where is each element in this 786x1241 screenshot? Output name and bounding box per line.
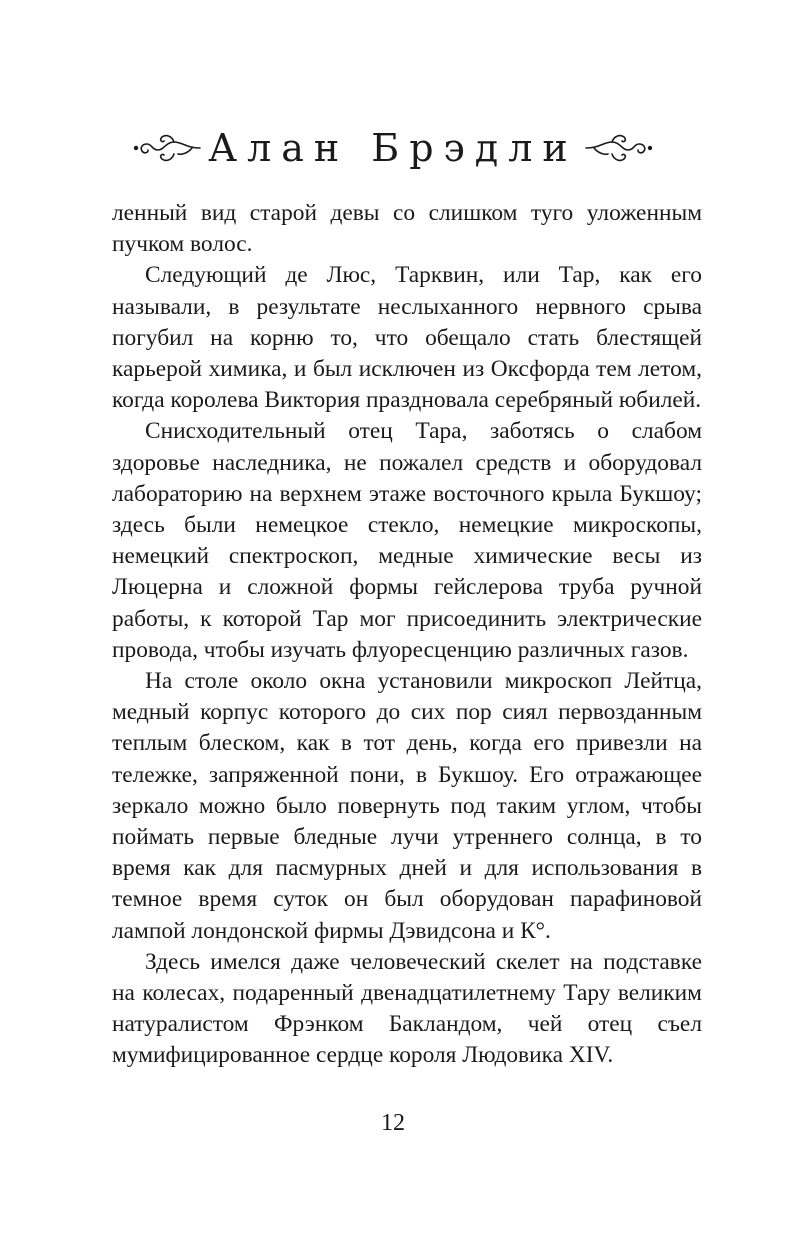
- body-text: [112, 198, 702, 1072]
- paragraph-3: Снисходительный отец Тара, заботясь о слабом здоровье наследника, не пожалел средств и оборудовал лабораторию на верхнем этаже восточного крыла Букшоу; здесь были немецкое стекло, немецкие микроскопы, немецкий спектроскоп, медные химические весы из Люцерна и сложной формы гейслерова труба ручной работы, к которой Тар мог присоединить электрические провода, чтобы изучать флуоресценцию различных газов.: [112, 418, 702, 663]
- paragraph-4: На столе около окна установили микроскоп Лейтца, медный корпус которого до сих пор сиял первозданным теплым блеском, как в тот день, когда его привезли на тележке, запряженной пони, в Букшоу. Его отражающее зеркало можно было повернуть под таким углом, чтобы поймать первые бледные лучи утреннего солнца, в то время как для пасмурных дней и для использования в темное время суток он был оборудован парафиновой лампой лондонской фирмы Дэвидсона и К°.: [112, 668, 702, 944]
- left-flourish-ornament: [132, 128, 202, 168]
- right-flourish-ornament: [584, 128, 654, 168]
- paragraph-5: Здесь имелся даже человеческий скелет на подставке на колесах, подаренный двенадцатилетнему Тару великим натуралистом Фрэнком Бакландом, чей отец съел мумифицированное сердце короля Людовика XIV.: [112, 948, 702, 1069]
- page-number: 12: [381, 1110, 405, 1136]
- paragraph-1: ленный вид старой девы со слишком туго уложенным пучком волос.: [112, 200, 702, 258]
- paragraph-2: Следующий де Люс, Тарквин, или Тар, как его называли, в результате неслыханного нервного срыва погубил на корню то, что обещало стать блестящей карьерой химика, и был исключен из Оксфорда тем летом, когда королева Виктория праздновала серебряный юбилей.: [112, 262, 702, 414]
- running-header: [0, 118, 786, 178]
- header-author-name: Алан Брэдли: [208, 126, 578, 170]
